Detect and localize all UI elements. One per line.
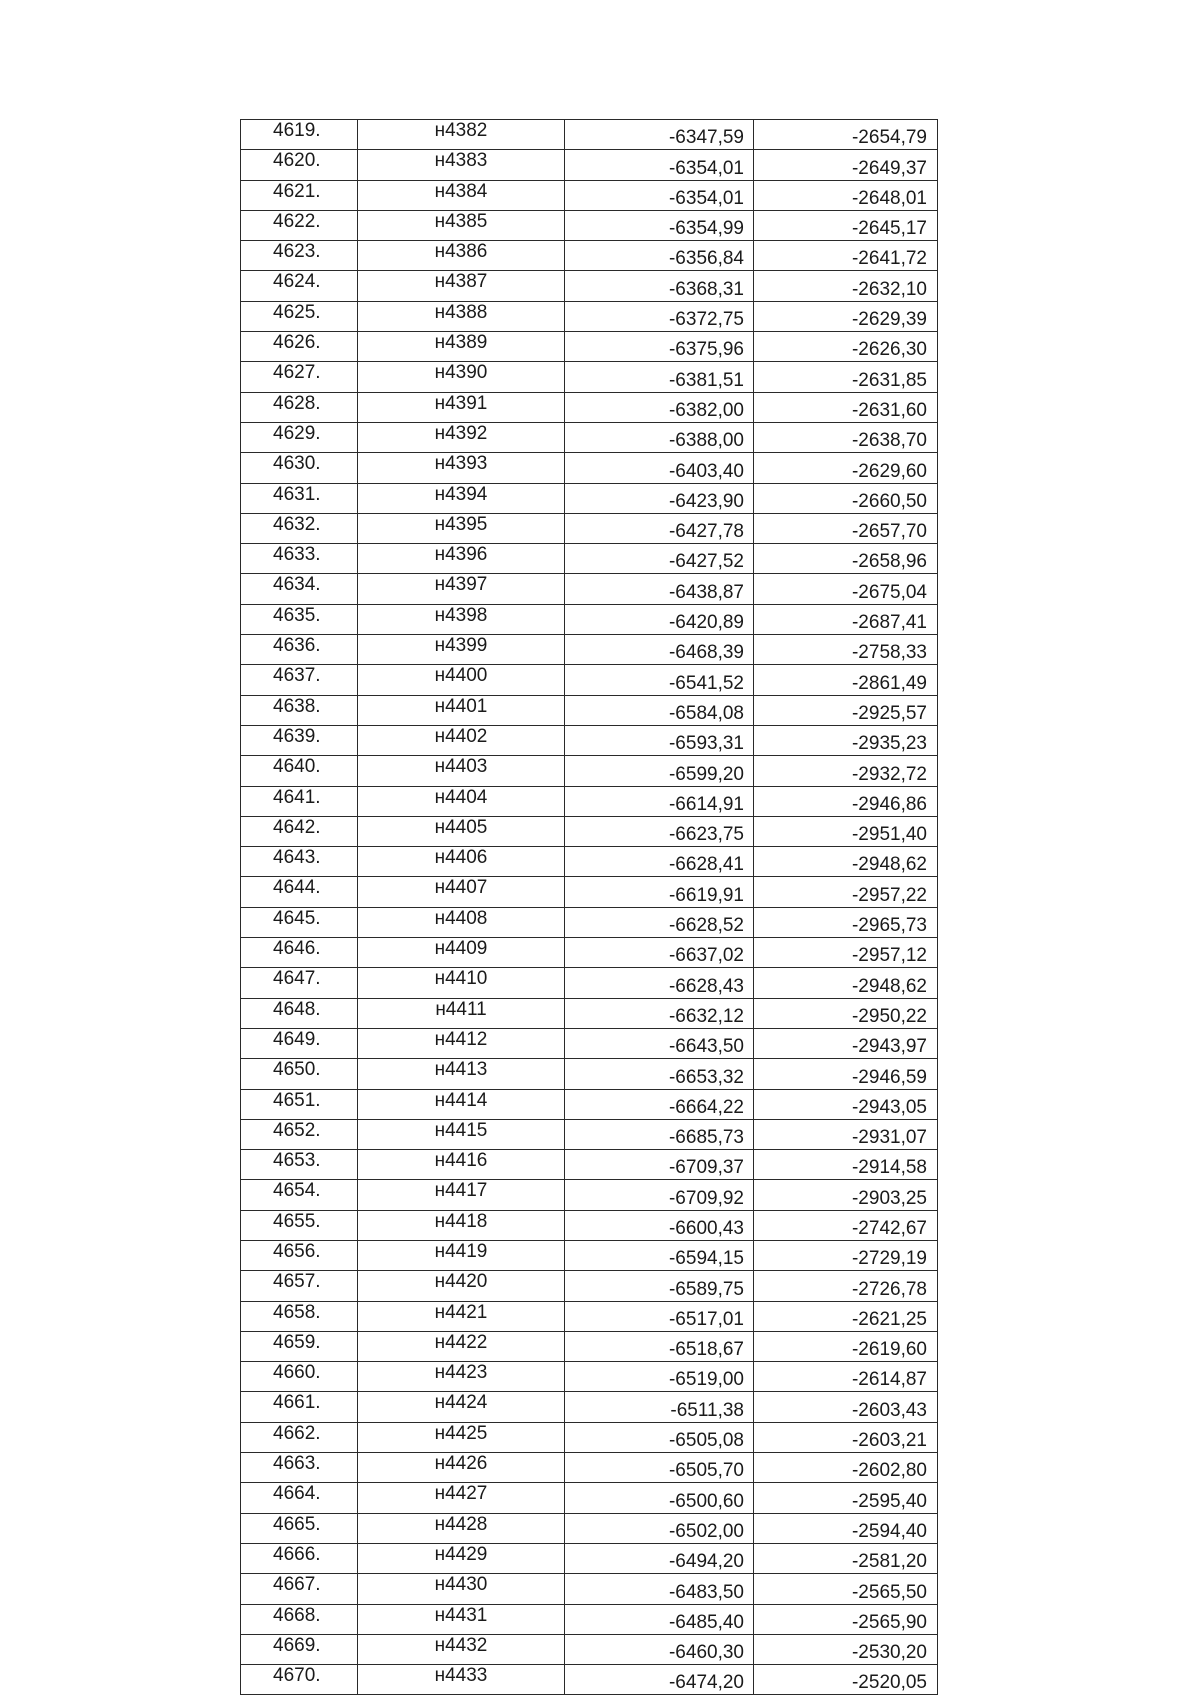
y-coordinate-cell: -2957,22	[754, 877, 938, 907]
row-number-cell: 4646.	[241, 938, 358, 968]
row-number-cell: 4631.	[241, 483, 358, 513]
x-coordinate-cell: -6511,38	[565, 1392, 754, 1422]
table-row	[241, 695, 938, 725]
point-name-cell: н4427	[358, 1483, 565, 1513]
row-number-cell: 4625.	[241, 301, 358, 331]
x-coordinate-cell: -6632,12	[565, 998, 754, 1028]
point-name-cell: н4389	[358, 332, 565, 362]
x-coordinate-cell: -6664,22	[565, 1089, 754, 1119]
y-coordinate-cell: -2645,17	[754, 210, 938, 240]
row-number-cell: 4627.	[241, 362, 358, 392]
x-coordinate-cell: -6372,75	[565, 301, 754, 331]
point-name-cell: н4418	[358, 1210, 565, 1240]
table-row	[241, 756, 938, 786]
table-row	[241, 1604, 938, 1634]
table-row	[241, 1271, 938, 1301]
x-coordinate-cell: -6438,87	[565, 574, 754, 604]
row-number-cell: 4663.	[241, 1453, 358, 1483]
y-coordinate-cell: -2935,23	[754, 725, 938, 755]
table-row	[241, 1453, 938, 1483]
table-row	[241, 725, 938, 755]
y-coordinate-cell: -2641,72	[754, 241, 938, 271]
point-name-cell: н4426	[358, 1453, 565, 1483]
y-coordinate-cell: -2603,43	[754, 1392, 938, 1422]
row-number-cell: 4629.	[241, 422, 358, 452]
y-coordinate-cell: -2946,59	[754, 1059, 938, 1089]
point-name-cell: н4420	[358, 1271, 565, 1301]
y-coordinate-cell: -2932,72	[754, 756, 938, 786]
y-coordinate-cell: -2626,30	[754, 332, 938, 362]
x-coordinate-cell: -6483,50	[565, 1574, 754, 1604]
x-coordinate-cell: -6685,73	[565, 1119, 754, 1149]
x-coordinate-cell: -6388,00	[565, 422, 754, 452]
row-number-cell: 4664.	[241, 1483, 358, 1513]
table-row	[241, 1210, 938, 1240]
point-name-cell: н4416	[358, 1150, 565, 1180]
x-coordinate-cell: -6368,31	[565, 271, 754, 301]
x-coordinate-cell: -6354,01	[565, 180, 754, 210]
x-coordinate-cell: -6709,92	[565, 1180, 754, 1210]
x-coordinate-cell: -6628,41	[565, 847, 754, 877]
point-name-cell: н4401	[358, 695, 565, 725]
x-coordinate-cell: -6427,78	[565, 513, 754, 543]
point-name-cell: н4417	[358, 1180, 565, 1210]
y-coordinate-cell: -2861,49	[754, 665, 938, 695]
point-name-cell: н4411	[358, 998, 565, 1028]
row-number-cell: 4648.	[241, 998, 358, 1028]
y-coordinate-cell: -2965,73	[754, 907, 938, 937]
point-name-cell: н4391	[358, 392, 565, 422]
table-row	[241, 1119, 938, 1149]
y-coordinate-cell: -2658,96	[754, 544, 938, 574]
row-number-cell: 4624.	[241, 271, 358, 301]
point-name-cell: н4422	[358, 1331, 565, 1361]
table-row	[241, 120, 938, 150]
y-coordinate-cell: -2657,70	[754, 513, 938, 543]
row-number-cell: 4670.	[241, 1665, 358, 1695]
row-number-cell: 4630.	[241, 453, 358, 483]
y-coordinate-cell: -2931,07	[754, 1119, 938, 1149]
table-row	[241, 422, 938, 452]
point-name-cell: н4410	[358, 968, 565, 998]
point-name-cell: н4432	[358, 1634, 565, 1664]
x-coordinate-cell: -6584,08	[565, 695, 754, 725]
coordinates-table-body	[241, 120, 938, 1695]
table-row	[241, 968, 938, 998]
row-number-cell: 4649.	[241, 1028, 358, 1058]
x-coordinate-cell: -6485,40	[565, 1604, 754, 1634]
y-coordinate-cell: -2914,58	[754, 1150, 938, 1180]
row-number-cell: 4658.	[241, 1301, 358, 1331]
row-number-cell: 4644.	[241, 877, 358, 907]
table-row	[241, 1301, 938, 1331]
point-name-cell: н4428	[358, 1513, 565, 1543]
row-number-cell: 4642.	[241, 816, 358, 846]
y-coordinate-cell: -2629,60	[754, 453, 938, 483]
x-coordinate-cell: -6354,01	[565, 150, 754, 180]
point-name-cell: н4430	[358, 1574, 565, 1604]
point-name-cell: н4425	[358, 1422, 565, 1452]
x-coordinate-cell: -6628,43	[565, 968, 754, 998]
row-number-cell: 4641.	[241, 786, 358, 816]
table-row	[241, 1059, 938, 1089]
y-coordinate-cell: -2742,67	[754, 1210, 938, 1240]
x-coordinate-cell: -6623,75	[565, 816, 754, 846]
table-row	[241, 1543, 938, 1573]
row-number-cell: 4636.	[241, 635, 358, 665]
table-row	[241, 210, 938, 240]
table-row	[241, 1089, 938, 1119]
point-name-cell: н4409	[358, 938, 565, 968]
x-coordinate-cell: -6375,96	[565, 332, 754, 362]
y-coordinate-cell: -2951,40	[754, 816, 938, 846]
point-name-cell: н4396	[358, 544, 565, 574]
table-row	[241, 1483, 938, 1513]
x-coordinate-cell: -6468,39	[565, 635, 754, 665]
row-number-cell: 4633.	[241, 544, 358, 574]
x-coordinate-cell: -6709,37	[565, 1150, 754, 1180]
row-number-cell: 4657.	[241, 1271, 358, 1301]
y-coordinate-cell: -2943,05	[754, 1089, 938, 1119]
table-row	[241, 1331, 938, 1361]
row-number-cell: 4666.	[241, 1543, 358, 1573]
row-number-cell: 4650.	[241, 1059, 358, 1089]
x-coordinate-cell: -6505,08	[565, 1422, 754, 1452]
y-coordinate-cell: -2632,10	[754, 271, 938, 301]
point-name-cell: н4393	[358, 453, 565, 483]
point-name-cell: н4386	[358, 241, 565, 271]
point-name-cell: н4394	[358, 483, 565, 513]
row-number-cell: 4662.	[241, 1422, 358, 1452]
table-row	[241, 1180, 938, 1210]
x-coordinate-cell: -6403,40	[565, 453, 754, 483]
row-number-cell: 4661.	[241, 1392, 358, 1422]
x-coordinate-cell: -6541,52	[565, 665, 754, 695]
x-coordinate-cell: -6474,20	[565, 1665, 754, 1695]
coordinates-table	[240, 119, 938, 1695]
y-coordinate-cell: -2614,87	[754, 1362, 938, 1392]
row-number-cell: 4622.	[241, 210, 358, 240]
table-row	[241, 483, 938, 513]
y-coordinate-cell: -2903,25	[754, 1180, 938, 1210]
point-name-cell: н4413	[358, 1059, 565, 1089]
x-coordinate-cell: -6619,91	[565, 877, 754, 907]
point-name-cell: н4400	[358, 665, 565, 695]
y-coordinate-cell: -2758,33	[754, 635, 938, 665]
table-row	[241, 1240, 938, 1270]
y-coordinate-cell: -2948,62	[754, 968, 938, 998]
table-row	[241, 665, 938, 695]
row-number-cell: 4639.	[241, 725, 358, 755]
point-name-cell: н4385	[358, 210, 565, 240]
x-coordinate-cell: -6382,00	[565, 392, 754, 422]
table-row	[241, 1574, 938, 1604]
point-name-cell: н4407	[358, 877, 565, 907]
x-coordinate-cell: -6500,60	[565, 1483, 754, 1513]
y-coordinate-cell: -2594,40	[754, 1513, 938, 1543]
table-row	[241, 1513, 938, 1543]
x-coordinate-cell: -6502,00	[565, 1513, 754, 1543]
y-coordinate-cell: -2581,20	[754, 1543, 938, 1573]
row-number-cell: 4637.	[241, 665, 358, 695]
row-number-cell: 4651.	[241, 1089, 358, 1119]
point-name-cell: н4383	[358, 150, 565, 180]
table-row	[241, 544, 938, 574]
table-row	[241, 1392, 938, 1422]
table-row	[241, 332, 938, 362]
row-number-cell: 4634.	[241, 574, 358, 604]
table-row	[241, 604, 938, 634]
point-name-cell: н4405	[358, 816, 565, 846]
x-coordinate-cell: -6356,84	[565, 241, 754, 271]
row-number-cell: 4632.	[241, 513, 358, 543]
table-row	[241, 786, 938, 816]
x-coordinate-cell: -6614,91	[565, 786, 754, 816]
point-name-cell: н4395	[358, 513, 565, 543]
point-name-cell: н4382	[358, 120, 565, 150]
point-name-cell: н4384	[358, 180, 565, 210]
y-coordinate-cell: -2603,21	[754, 1422, 938, 1452]
point-name-cell: н4421	[358, 1301, 565, 1331]
table-row	[241, 877, 938, 907]
point-name-cell: н4397	[358, 574, 565, 604]
y-coordinate-cell: -2530,20	[754, 1634, 938, 1664]
table-row	[241, 574, 938, 604]
y-coordinate-cell: -2631,60	[754, 392, 938, 422]
row-number-cell: 4667.	[241, 1574, 358, 1604]
row-number-cell: 4655.	[241, 1210, 358, 1240]
row-number-cell: 4665.	[241, 1513, 358, 1543]
x-coordinate-cell: -6460,30	[565, 1634, 754, 1664]
row-number-cell: 4660.	[241, 1362, 358, 1392]
x-coordinate-cell: -6354,99	[565, 210, 754, 240]
point-name-cell: н4388	[358, 301, 565, 331]
y-coordinate-cell: -2595,40	[754, 1483, 938, 1513]
row-number-cell: 4652.	[241, 1119, 358, 1149]
point-name-cell: н4402	[358, 725, 565, 755]
y-coordinate-cell: -2565,50	[754, 1574, 938, 1604]
table-row	[241, 635, 938, 665]
y-coordinate-cell: -2621,25	[754, 1301, 938, 1331]
x-coordinate-cell: -6347,59	[565, 120, 754, 150]
row-number-cell: 4643.	[241, 847, 358, 877]
y-coordinate-cell: -2660,50	[754, 483, 938, 513]
point-name-cell: н4415	[358, 1119, 565, 1149]
y-coordinate-cell: -2957,12	[754, 938, 938, 968]
row-number-cell: 4656.	[241, 1240, 358, 1270]
row-number-cell: 4621.	[241, 180, 358, 210]
y-coordinate-cell: -2726,78	[754, 1271, 938, 1301]
table-row	[241, 241, 938, 271]
x-coordinate-cell: -6593,31	[565, 725, 754, 755]
x-coordinate-cell: -6600,43	[565, 1210, 754, 1240]
point-name-cell: н4403	[358, 756, 565, 786]
x-coordinate-cell: -6653,32	[565, 1059, 754, 1089]
table-row	[241, 1634, 938, 1664]
table-row	[241, 513, 938, 543]
point-name-cell: н4404	[358, 786, 565, 816]
table-row	[241, 938, 938, 968]
table-row	[241, 301, 938, 331]
row-number-cell: 4638.	[241, 695, 358, 725]
row-number-cell: 4620.	[241, 150, 358, 180]
row-number-cell: 4640.	[241, 756, 358, 786]
table-row	[241, 1028, 938, 1058]
x-coordinate-cell: -6637,02	[565, 938, 754, 968]
point-name-cell: н4424	[358, 1392, 565, 1422]
y-coordinate-cell: -2925,57	[754, 695, 938, 725]
row-number-cell: 4654.	[241, 1180, 358, 1210]
table-row	[241, 847, 938, 877]
point-name-cell: н4429	[358, 1543, 565, 1573]
table-row	[241, 453, 938, 483]
table-row	[241, 907, 938, 937]
point-name-cell: н4390	[358, 362, 565, 392]
table-row	[241, 1665, 938, 1695]
table-row	[241, 392, 938, 422]
table-row	[241, 998, 938, 1028]
table-row	[241, 1150, 938, 1180]
row-number-cell: 4635.	[241, 604, 358, 634]
y-coordinate-cell: -2675,04	[754, 574, 938, 604]
row-number-cell: 4626.	[241, 332, 358, 362]
row-number-cell: 4645.	[241, 907, 358, 937]
y-coordinate-cell: -2946,86	[754, 786, 938, 816]
y-coordinate-cell: -2638,70	[754, 422, 938, 452]
x-coordinate-cell: -6517,01	[565, 1301, 754, 1331]
row-number-cell: 4628.	[241, 392, 358, 422]
x-coordinate-cell: -6420,89	[565, 604, 754, 634]
point-name-cell: н4406	[358, 847, 565, 877]
y-coordinate-cell: -2631,85	[754, 362, 938, 392]
table-row	[241, 271, 938, 301]
point-name-cell: н4414	[358, 1089, 565, 1119]
point-name-cell: н4431	[358, 1604, 565, 1634]
table-row	[241, 1422, 938, 1452]
point-name-cell: н4423	[358, 1362, 565, 1392]
y-coordinate-cell: -2649,37	[754, 150, 938, 180]
y-coordinate-cell: -2950,22	[754, 998, 938, 1028]
x-coordinate-cell: -6599,20	[565, 756, 754, 786]
row-number-cell: 4659.	[241, 1331, 358, 1361]
y-coordinate-cell: -2729,19	[754, 1240, 938, 1270]
x-coordinate-cell: -6589,75	[565, 1271, 754, 1301]
row-number-cell: 4619.	[241, 120, 358, 150]
point-name-cell: н4412	[358, 1028, 565, 1058]
y-coordinate-cell: -2943,97	[754, 1028, 938, 1058]
x-coordinate-cell: -6427,52	[565, 544, 754, 574]
x-coordinate-cell: -6594,15	[565, 1240, 754, 1270]
x-coordinate-cell: -6518,67	[565, 1331, 754, 1361]
x-coordinate-cell: -6505,70	[565, 1453, 754, 1483]
table-row	[241, 150, 938, 180]
point-name-cell: н4433	[358, 1665, 565, 1695]
x-coordinate-cell: -6519,00	[565, 1362, 754, 1392]
row-number-cell: 4668.	[241, 1604, 358, 1634]
y-coordinate-cell: -2602,80	[754, 1453, 938, 1483]
y-coordinate-cell: -2654,79	[754, 120, 938, 150]
table-row	[241, 362, 938, 392]
point-name-cell: н4408	[358, 907, 565, 937]
point-name-cell: н4387	[358, 271, 565, 301]
y-coordinate-cell: -2948,62	[754, 847, 938, 877]
x-coordinate-cell: -6494,20	[565, 1543, 754, 1573]
row-number-cell: 4623.	[241, 241, 358, 271]
point-name-cell: н4399	[358, 635, 565, 665]
x-coordinate-cell: -6628,52	[565, 907, 754, 937]
table-row	[241, 1362, 938, 1392]
x-coordinate-cell: -6381,51	[565, 362, 754, 392]
y-coordinate-cell: -2629,39	[754, 301, 938, 331]
x-coordinate-cell: -6423,90	[565, 483, 754, 513]
point-name-cell: н4398	[358, 604, 565, 634]
y-coordinate-cell: -2619,60	[754, 1331, 938, 1361]
point-name-cell: н4419	[358, 1240, 565, 1270]
x-coordinate-cell: -6643,50	[565, 1028, 754, 1058]
y-coordinate-cell: -2648,01	[754, 180, 938, 210]
table-row	[241, 180, 938, 210]
y-coordinate-cell: -2565,90	[754, 1604, 938, 1634]
row-number-cell: 4669.	[241, 1634, 358, 1664]
y-coordinate-cell: -2687,41	[754, 604, 938, 634]
y-coordinate-cell: -2520,05	[754, 1665, 938, 1695]
row-number-cell: 4653.	[241, 1150, 358, 1180]
point-name-cell: н4392	[358, 422, 565, 452]
table-row	[241, 816, 938, 846]
row-number-cell: 4647.	[241, 968, 358, 998]
